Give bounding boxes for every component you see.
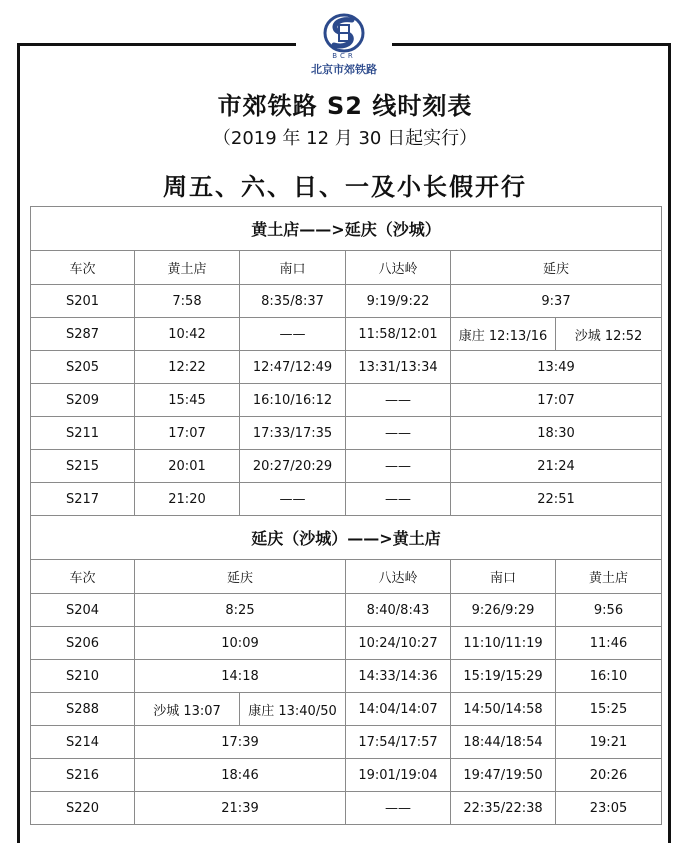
train-number: S287 — [31, 318, 135, 351]
table-row — [31, 285, 662, 318]
table-row — [31, 726, 662, 759]
time-cell: 8:35/8:37 — [240, 285, 346, 318]
train-number: S216 — [31, 759, 135, 792]
direction-label: 黄土店——>延庆（沙城） — [31, 207, 662, 251]
train-number: S210 — [31, 660, 135, 693]
time-cell: 12:47/12:49 — [240, 351, 346, 384]
train-number: S206 — [31, 627, 135, 660]
time-cell: 20:27/20:29 — [240, 450, 346, 483]
time-cell: 21:39 — [135, 792, 346, 825]
time-cell: 14:04/14:07 — [346, 693, 451, 726]
time-cell: —— — [346, 384, 451, 417]
time-cell: 18:46 — [135, 759, 346, 792]
header-row — [31, 251, 662, 285]
timetable — [30, 206, 662, 825]
time-cell: 14:50/14:58 — [451, 693, 556, 726]
time-cell: 19:47/19:50 — [451, 759, 556, 792]
time-cell: 22:35/22:38 — [451, 792, 556, 825]
time-cell: 17:54/17:57 — [346, 726, 451, 759]
time-cell: 8:25 — [135, 594, 346, 627]
page-title: 市郊铁路 S2 线时刻表 — [217, 92, 473, 120]
table-row — [31, 594, 662, 627]
time-cell: 15:25 — [556, 693, 662, 726]
logo-name: 北京市郊铁路 — [311, 63, 377, 76]
bcr-logo — [296, 10, 392, 82]
time-cell: 21:20 — [135, 483, 240, 516]
time-cell: 10:24/10:27 — [346, 627, 451, 660]
time-cell: 20:01 — [135, 450, 240, 483]
table-row — [31, 450, 662, 483]
train-number: S214 — [31, 726, 135, 759]
time-cell: 23:05 — [556, 792, 662, 825]
time-cell: 9:56 — [556, 594, 662, 627]
time-cell-split: 沙城 13:07 — [135, 693, 240, 726]
time-cell: 16:10/16:12 — [240, 384, 346, 417]
time-cell: 21:24 — [451, 450, 662, 483]
time-cell: 11:10/11:19 — [451, 627, 556, 660]
column-header: 黄土店 — [135, 251, 240, 285]
operating-days: 周五、六、日、一及小长假开行 — [163, 173, 527, 201]
train-number: S204 — [31, 594, 135, 627]
table-row — [31, 384, 662, 417]
time-cell: 18:30 — [451, 417, 662, 450]
time-cell: 11:46 — [556, 627, 662, 660]
time-cell: —— — [240, 318, 346, 351]
logo-abbr: BCR — [332, 52, 356, 60]
column-header: 车次 — [31, 560, 135, 594]
train-number: S205 — [31, 351, 135, 384]
train-number: S217 — [31, 483, 135, 516]
train-number: S201 — [31, 285, 135, 318]
time-cell: 13:31/13:34 — [346, 351, 451, 384]
train-number: S220 — [31, 792, 135, 825]
time-cell: 15:19/15:29 — [451, 660, 556, 693]
timetable-body — [31, 207, 662, 825]
table-row — [31, 660, 662, 693]
table-row — [31, 627, 662, 660]
time-cell: 17:07 — [135, 417, 240, 450]
time-cell: —— — [346, 450, 451, 483]
time-cell: 9:26/9:29 — [451, 594, 556, 627]
table-row — [31, 318, 662, 351]
column-header: 八达岭 — [346, 251, 451, 285]
time-cell: 22:51 — [451, 483, 662, 516]
time-cell: —— — [346, 792, 451, 825]
time-cell: 10:42 — [135, 318, 240, 351]
header-row — [31, 560, 662, 594]
column-header: 车次 — [31, 251, 135, 285]
time-cell: 17:39 — [135, 726, 346, 759]
train-number: S215 — [31, 450, 135, 483]
time-cell: —— — [240, 483, 346, 516]
train-number: S209 — [31, 384, 135, 417]
column-header: 黄土店 — [556, 560, 662, 594]
time-cell: 13:49 — [451, 351, 662, 384]
column-header: 延庆 — [451, 251, 662, 285]
time-cell: 14:18 — [135, 660, 346, 693]
time-cell: 7:58 — [135, 285, 240, 318]
time-cell-split: 康庄 13:40/50 — [240, 693, 346, 726]
time-cell: —— — [346, 483, 451, 516]
direction-label: 延庆（沙城）——>黄土店 — [31, 516, 662, 560]
time-cell: 17:07 — [451, 384, 662, 417]
time-cell: 12:22 — [135, 351, 240, 384]
time-cell: 17:33/17:35 — [240, 417, 346, 450]
column-header: 南口 — [240, 251, 346, 285]
time-cell: 18:44/18:54 — [451, 726, 556, 759]
table-row — [31, 351, 662, 384]
time-cell: 8:40/8:43 — [346, 594, 451, 627]
table-row — [31, 792, 662, 825]
time-cell: 15:45 — [135, 384, 240, 417]
time-cell: 9:37 — [451, 285, 662, 318]
time-cell: 10:09 — [135, 627, 346, 660]
column-header: 八达岭 — [346, 560, 451, 594]
table-row — [31, 417, 662, 450]
time-cell: 19:21 — [556, 726, 662, 759]
column-header: 延庆 — [135, 560, 346, 594]
direction-row — [31, 516, 662, 560]
time-cell: —— — [346, 417, 451, 450]
time-cell: 20:26 — [556, 759, 662, 792]
time-cell: 19:01/19:04 — [346, 759, 451, 792]
time-cell: 16:10 — [556, 660, 662, 693]
time-cell: 9:19/9:22 — [346, 285, 451, 318]
table-row — [31, 759, 662, 792]
time-cell-split: 沙城 12:52 — [556, 318, 662, 351]
bcr-logo-icon — [322, 12, 366, 54]
column-header: 南口 — [451, 560, 556, 594]
time-cell: 14:33/14:36 — [346, 660, 451, 693]
table-row — [31, 483, 662, 516]
train-number: S211 — [31, 417, 135, 450]
direction-row — [31, 207, 662, 251]
table-row — [31, 693, 662, 726]
effective-date: （2019 年 12 月 30 日起实行） — [212, 128, 478, 149]
time-cell-split: 康庄 12:13/16 — [451, 318, 556, 351]
time-cell: 11:58/12:01 — [346, 318, 451, 351]
train-number: S288 — [31, 693, 135, 726]
